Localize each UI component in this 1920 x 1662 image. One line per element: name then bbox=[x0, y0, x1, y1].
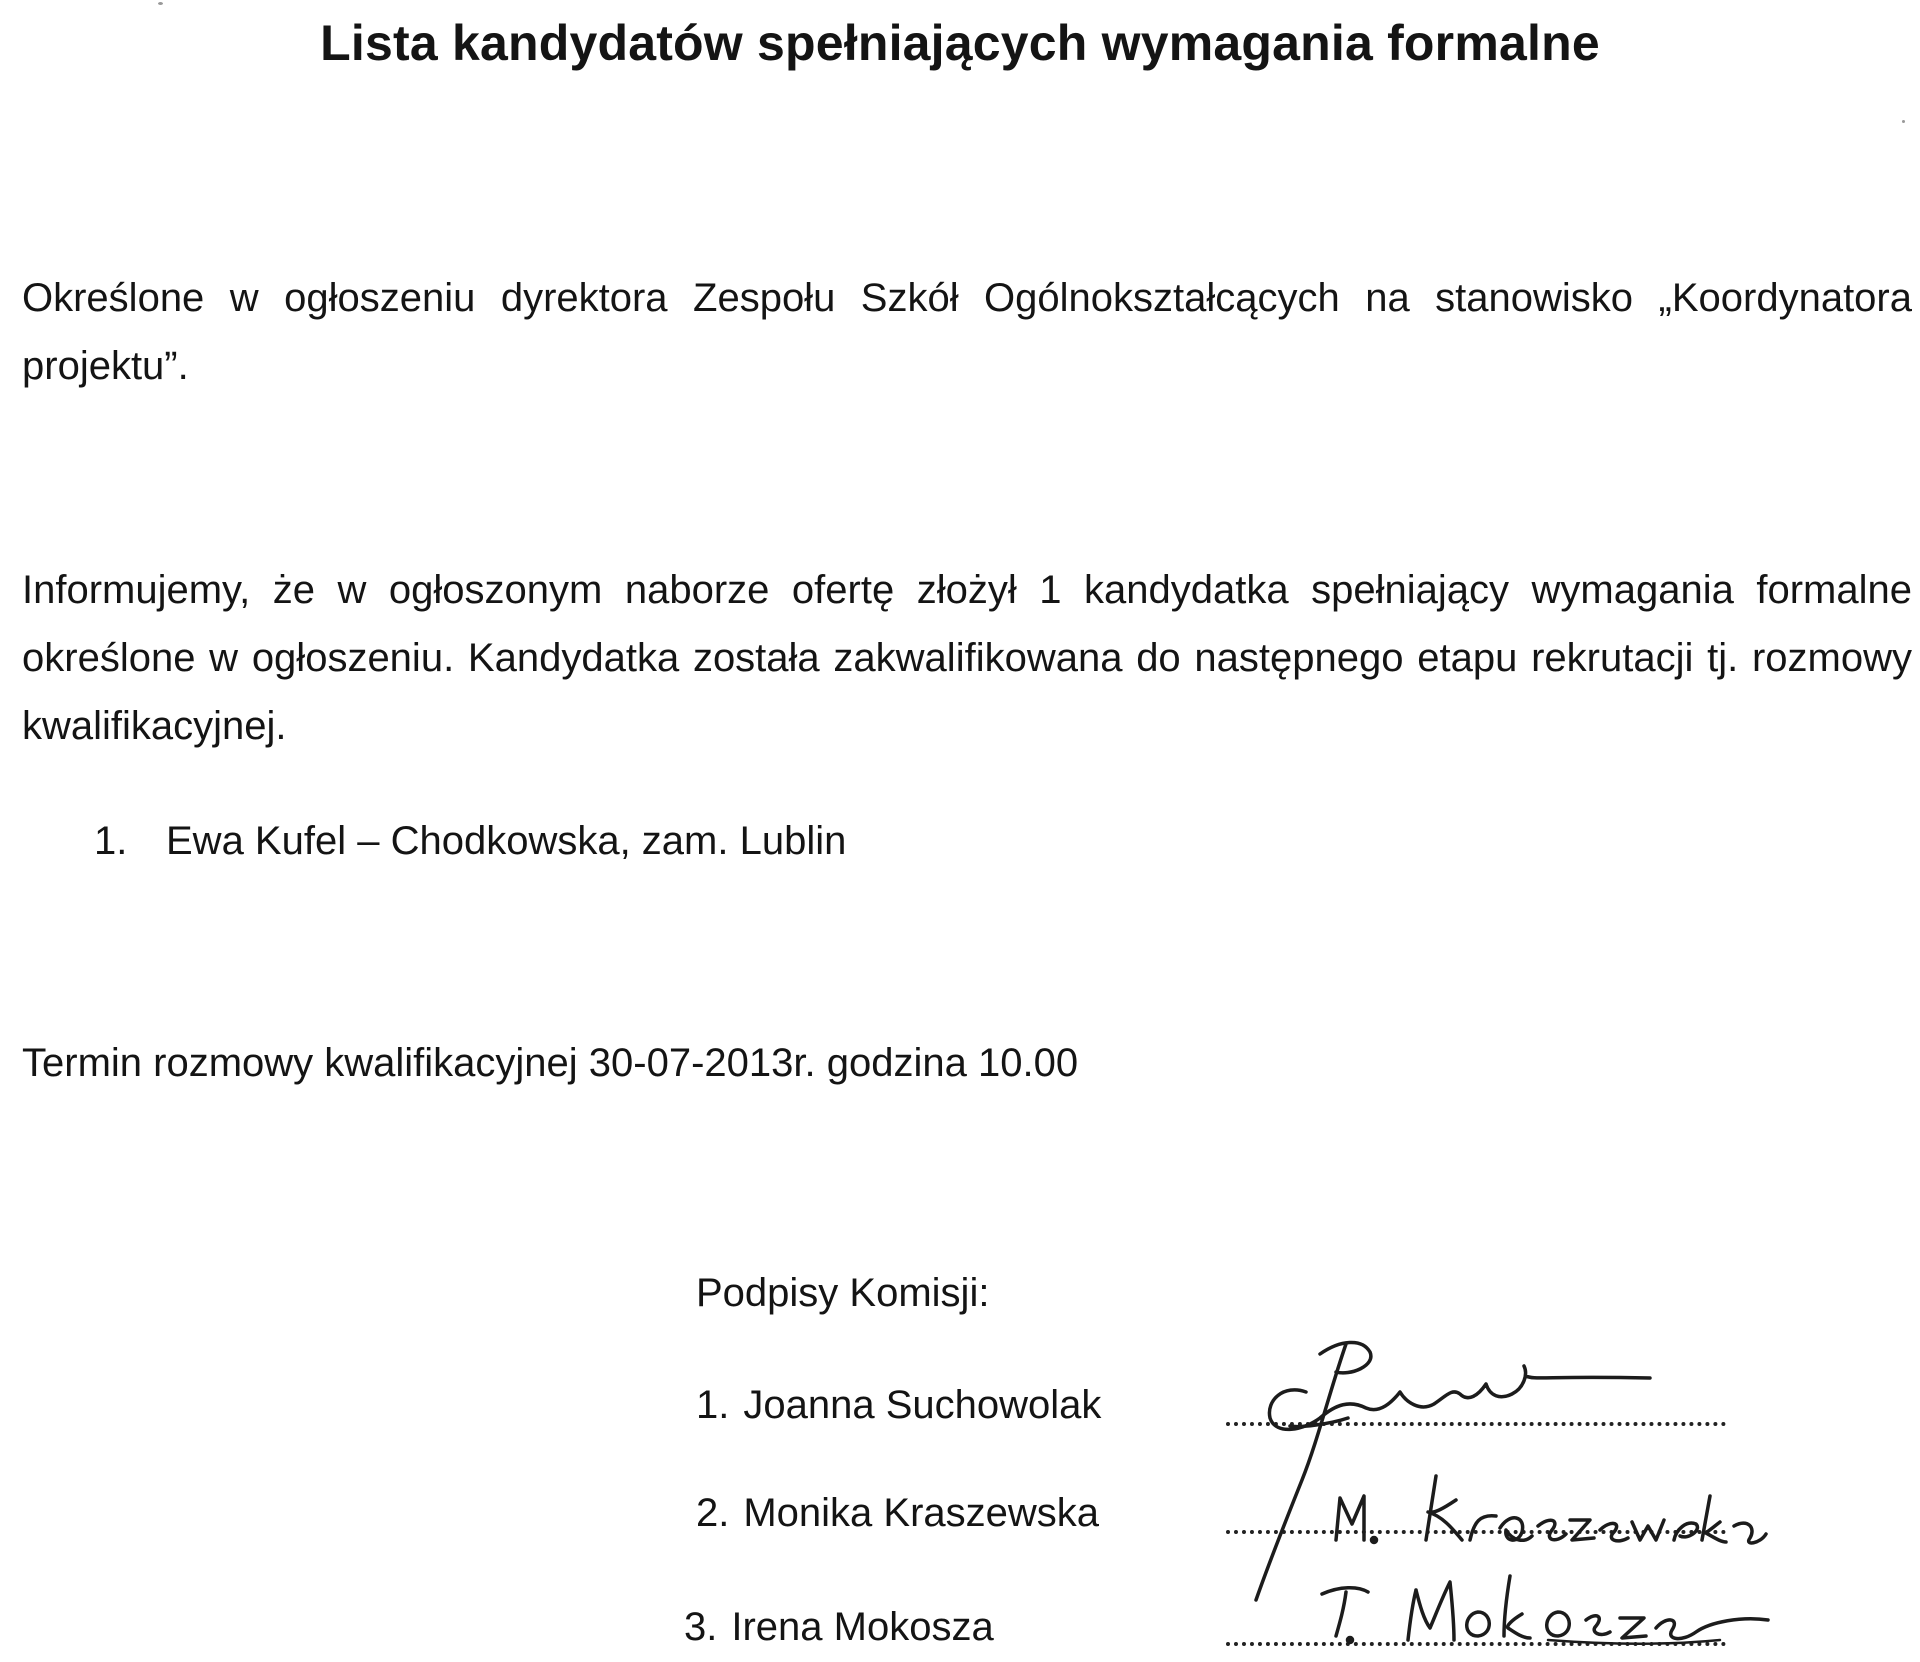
committee-member bbox=[696, 1374, 1101, 1436]
signature-line bbox=[1226, 1530, 1726, 1534]
document-title: Lista kandydatów spełniających wymagania formalne bbox=[320, 15, 1600, 71]
candidate-number: 1. bbox=[94, 819, 128, 863]
signature-2-mark bbox=[1470, 1496, 1766, 1543]
signature-3-mark bbox=[1322, 1588, 1368, 1636]
signature-line bbox=[1226, 1422, 1726, 1426]
committee-member-number: 3. bbox=[684, 1605, 718, 1649]
committee-member bbox=[696, 1482, 1099, 1544]
intro-paragraph: Określone w ogłoszeniu dyrektora Zespołu Szkół Ogólnokształcących na stanowisko „Koordynatora projektu”. bbox=[22, 276, 1912, 388]
signature-2-mark bbox=[1372, 1538, 1377, 1543]
signature-3-mark bbox=[1408, 1582, 1454, 1640]
signature-line bbox=[1226, 1642, 1726, 1646]
scan-speck bbox=[158, 2, 163, 5]
scan-speck bbox=[1902, 120, 1905, 123]
committee-member-name: Monika Kraszewska bbox=[743, 1491, 1100, 1535]
committee-member-number: 2. bbox=[696, 1491, 730, 1535]
committee-member-name: Joanna Suchowolak bbox=[743, 1383, 1102, 1427]
committee-member bbox=[684, 1596, 994, 1658]
signatures-heading: Podpisy Komisji: bbox=[696, 1271, 990, 1315]
interview-date-line: Termin rozmowy kwalifikacyjnej 30-07-2013r. godzina 10.00 bbox=[22, 1041, 1079, 1085]
committee-member-name: Irena Mokosza bbox=[731, 1605, 994, 1649]
candidate-name: Ewa Kufel – Chodkowska, zam. Lublin bbox=[166, 819, 847, 863]
committee-member-number: 1. bbox=[696, 1383, 730, 1427]
signature-3-mark bbox=[1467, 1576, 1768, 1639]
signature-1-mark bbox=[1256, 1342, 1371, 1600]
info-paragraph: Informujemy, że w ogłoszonym naborze ofertę złożył 1 kandydatka spełniający wymagania formalne określone w ogłoszeniu. Kandydatka została zakwalifikowana do następnego etapu rekrutacji tj. rozmowy kwalifikacyjnej. bbox=[22, 568, 1912, 748]
signature-1-mark bbox=[1269, 1366, 1650, 1429]
candidate-list-item bbox=[94, 810, 846, 872]
